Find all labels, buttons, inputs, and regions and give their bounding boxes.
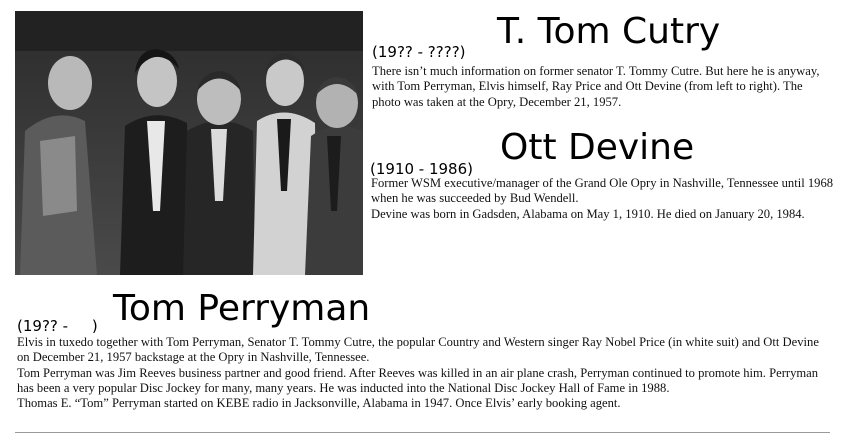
- entry-name-cutry: T. Tom Cutry: [497, 11, 721, 52]
- entry-paragraph: Tom Perryman was Jim Reeves business partner and good friend. After Reeves was killed in an air plane crash, Perryman continued to promote him. Perryman has been a very popular Disc Jockey for many, many years. He was inducted into the National Disc Jockey Hall of Fame in 1988.: [17, 365, 819, 395]
- entry-paragraph: Thomas E. “Tom” Perryman started on KEBE radio in Jacksonville, Alabama in 1947. Once Elvis’ early booking agent.: [17, 396, 621, 411]
- entry-body-devine: [371, 176, 836, 222]
- entry-paragraph: Elvis in tuxedo together with Tom Perryman, Senator T. Tommy Cutre, the popular Country and Western singer Ray Nobel Price (in white suit) and Ott Devine on December 21, 1957 backstage at the Opry in Nashville, Tennessee.: [17, 335, 819, 365]
- entry-paragraph: There isn’t much information on former senator T. Tommy Cutre. But here he is anyway, with Tom Perryman, Elvis himself, Ray Price and Ott Devine (from left to right). The photo was taken at the Opry, December 21, 1957.: [372, 64, 820, 109]
- entry-paragraph: Devine was born in Gadsden, Alabama on May 1, 1910. He died on January 20, 1984.: [371, 206, 805, 221]
- entry-paragraph: Former WSM executive/manager of the Grand Ole Opry in Nashville, Tennessee until 1968 when he was succeeded by Bud Wendell.: [371, 176, 834, 206]
- group-photo-drawing: [15, 11, 363, 275]
- entry-dates-devine: (1910 - 1986): [370, 160, 474, 178]
- group-photo: [15, 11, 363, 275]
- entry-name-devine: Ott Devine: [500, 127, 695, 168]
- bottom-divider: [15, 432, 830, 433]
- entry-body-perryman: [17, 335, 832, 411]
- entry-dates-cutry: (19?? - ????): [372, 43, 466, 61]
- entry-body-cutry: [372, 64, 832, 110]
- entry-name-perryman: Tom Perryman: [113, 288, 371, 329]
- entry-dates-perryman: (19?? - ): [17, 317, 98, 335]
